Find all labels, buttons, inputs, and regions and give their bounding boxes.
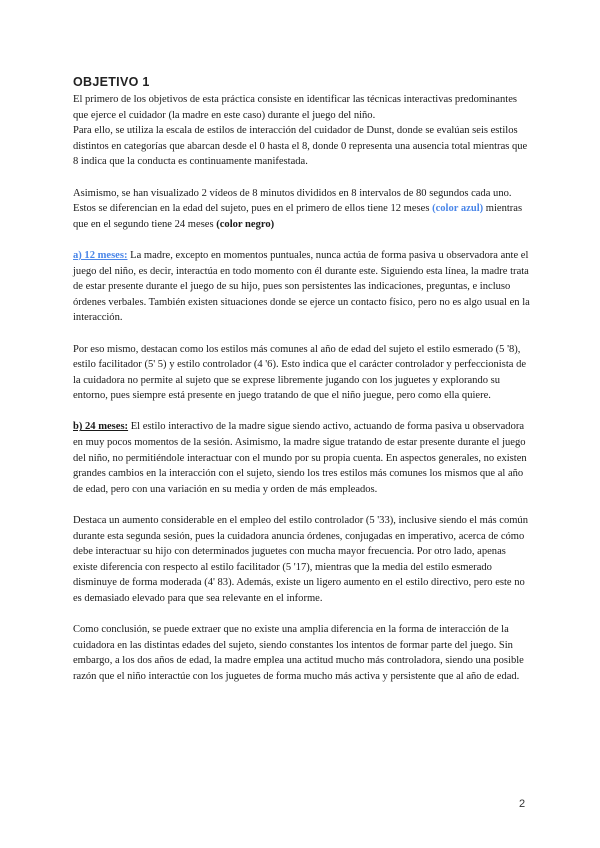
color-black-label: (color negro) [216,218,275,230]
section-b-paragraph-1 [73,419,533,497]
section-b-paragraph-2: Destaca un aumento considerable en el empleo del estilo controlador (5 '33), inclusive siendo el más común durante esta segunda sesión, pues la cuidadora anuncia órdenes, conjugadas en imperativo, acerca de cómo debe interactuar su hijo con determinados juguetes con mucha mayor frecuencia. Por otro lado, apenas existe diferencia con respecto al estilo facilitador (5 '17), mientras que la media del estilo esmerado disminuye de forma moderada (4' 83). Además, existe un ligero aumento en el estilo directivo, pero este no es demasiado elevado para que sea relevante en el informe. [73,515,528,604]
section-a-paragraph-1 [73,248,533,326]
section-b-heading: b) 24 meses: [73,421,129,433]
spacer [73,404,533,420]
intro-text-b: mientras que en el segundo tiene 24 meses [73,203,523,230]
spacer [73,232,533,248]
spacer [73,607,533,623]
intro-paragraph-2: Para ello, se utiliza la escala de estilos de interacción del cuidador de Dunst, donde se evalúan seis estilos distintos en categorías que abarcan desde el 0 hasta el 8, donde 0 representa una ausencia total mientras que 8 indica que la conducta es continuamente manifestada. [73,125,528,168]
page-title: OBJETIVO 1 [73,75,150,89]
color-blue-label: (color azul) [432,203,484,215]
section-a-text: La madre, excepto en momentos puntuales, nunca actúa de forma pasiva u observadora ante el juego del niño, es decir, interactúa en todo momento con él durante este. Siguiendo esta línea, la madre trata de estar presente durante el juego de su hijo, pues son persistentes las indicaciones, preguntas, e incluso órdenes verbales. También existen situaciones donde se ejerce un contacto físico, pero no es algo usual en la interacción. [73,249,530,324]
spacer [73,497,533,513]
document-body [73,74,533,685]
spacer [73,326,533,342]
conclusion-paragraph: Como conclusión, se puede extraer que no existe una amplia diferencia en la forma de interacción de la cuidadora en las distintas edades del sujeto, siendo constantes los intentos de formar parte del juego. Sin embargo, a los dos años de edad, la madre emplea una actitud mucho más controladora, siendo una posible razón que el niño interactúe con los juguetes de forma mucho más activa y persistente que al año de edad. [73,624,524,682]
section-a-heading: a) 12 meses: [73,249,128,261]
section-a-paragraph-2: Por eso mismo, destacan como los estilos más comunes al año de edad del sujeto el estilo esmerado (5 '8), estilo facilitador (5' 5) y estilo controlador (4 '6). Esto indica que el carácter controlador y perfeccionista de la cuidadora no permite al sujeto que se exprese libremente jugando con los juguetes y explorando su entorno, pues siempre está presente en juego tratando de que el niño juegue, pero como ella quiere. [73,343,527,402]
intro-text-a: Asimismo, se han visualizado 2 vídeos de 8 minutos divididos en 8 intervalos de 80 segundos cada uno. Estos se diferencian en la edad del sujeto, pues en el primero de ellos tiene 12 meses [73,187,512,215]
section-b-text: El estilo interactivo de la madre sigue siendo activo, actuando de forma pasiva u observadora en muy pocos momentos de la sesión. Asimismo, la madre sigue tratando de estar presente durante el juego del niño, no permitiéndole interactuar con el mundo por su propia cuenta. En aspectos generales, no existen grandes cambios en la interacción con el sujeto, siendo los tres estilos más comunes los mismos que al año de edad, pero con una variación en su media y orden de más empleados. [73,421,527,495]
spacer [73,170,533,186]
intro-paragraph-1: El primero de los objetivos de esta práctica consiste en identificar las técnicas interactivas predominantes que ejerce el cuidador (la madre en este caso) durante el juego del niño. [73,94,517,121]
intro-paragraph-3 [73,186,533,233]
page-number: 2 [519,798,526,810]
